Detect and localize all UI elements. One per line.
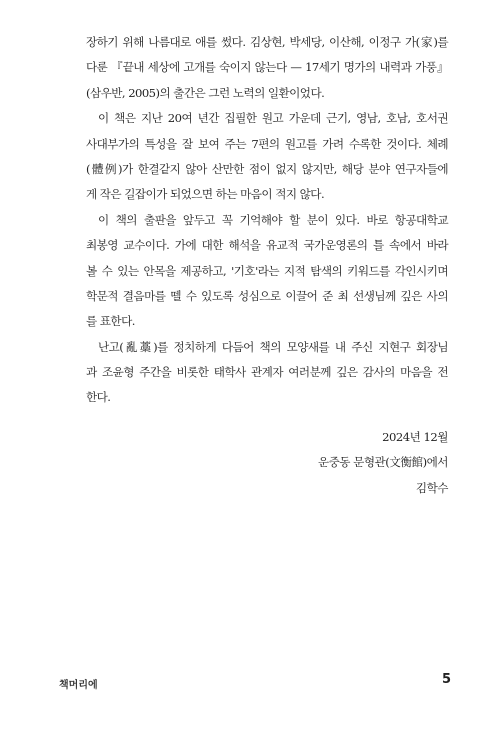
text-line: 이 책의 출판을 앞두고 꼭 기억해야 할 분이 있다. 바로 항공대학교 [98, 212, 448, 227]
text-line: 다룬 『끝내 세상에 고개를 숙이지 않는다 — 17세기 명가의 내력과 가풍』 [86, 60, 448, 75]
text-line: 한다. [86, 390, 111, 405]
signature-block [318, 425, 448, 501]
text-line: 게 작은 길잡이가 되었으면 하는 마음이 적지 않다. [86, 187, 325, 202]
page-number: 5 [441, 672, 451, 687]
preface-body [86, 30, 448, 411]
running-footer-section: 책머리에 [59, 680, 98, 691]
text-line: 볼 수 있는 안목을 제공하고, '기호'라는 지적 탐색의 키워드를 각인시키며 [86, 263, 448, 278]
text-line: 장하기 위해 나름대로 애를 썼다. 김상현, 박세당, 이산해, 이정구 가(家)를 [86, 35, 448, 49]
signature-date: 2024년 12월 [382, 430, 448, 444]
text-line: 사대부가의 특성을 잘 보여 주는 7편의 원고를 가려 수록한 것이다. 체례 [86, 136, 448, 151]
text-line: 최봉영 교수이다. 가에 대한 해석을 유교적 국가운영론의 틀 속에서 바라 [86, 238, 448, 253]
text-line: 난고(亂藁)를 정치하게 다듬어 책의 모양새를 내 주신 지현구 회장님 [98, 339, 448, 354]
text-line: (삼우반, 2005)의 출간은 그런 노력의 일환이었다. [86, 85, 325, 100]
text-line: 이 책은 지난 20여 년간 집필한 원고 가운데 근기, 영남, 호남, 호서권 [98, 111, 448, 126]
signature-author: 김학수 [415, 480, 448, 495]
text-line: 학문적 결음마를 뗄 수 있도록 성심으로 이끌어 준 최 선생님께 깊은 사의 [86, 288, 448, 303]
text-line: 과 조윤형 주간을 비롯한 태학사 관계자 여러분께 깊은 감사의 마음을 전 [86, 365, 448, 380]
text-line: (體例)가 한결같지 않아 산만한 점이 없지 않지만, 해당 분야 연구자들에 [86, 161, 448, 176]
signature-place: 운중동 문형관(文衡館)에서 [317, 455, 448, 470]
text-line: 를 표한다. [86, 314, 135, 329]
